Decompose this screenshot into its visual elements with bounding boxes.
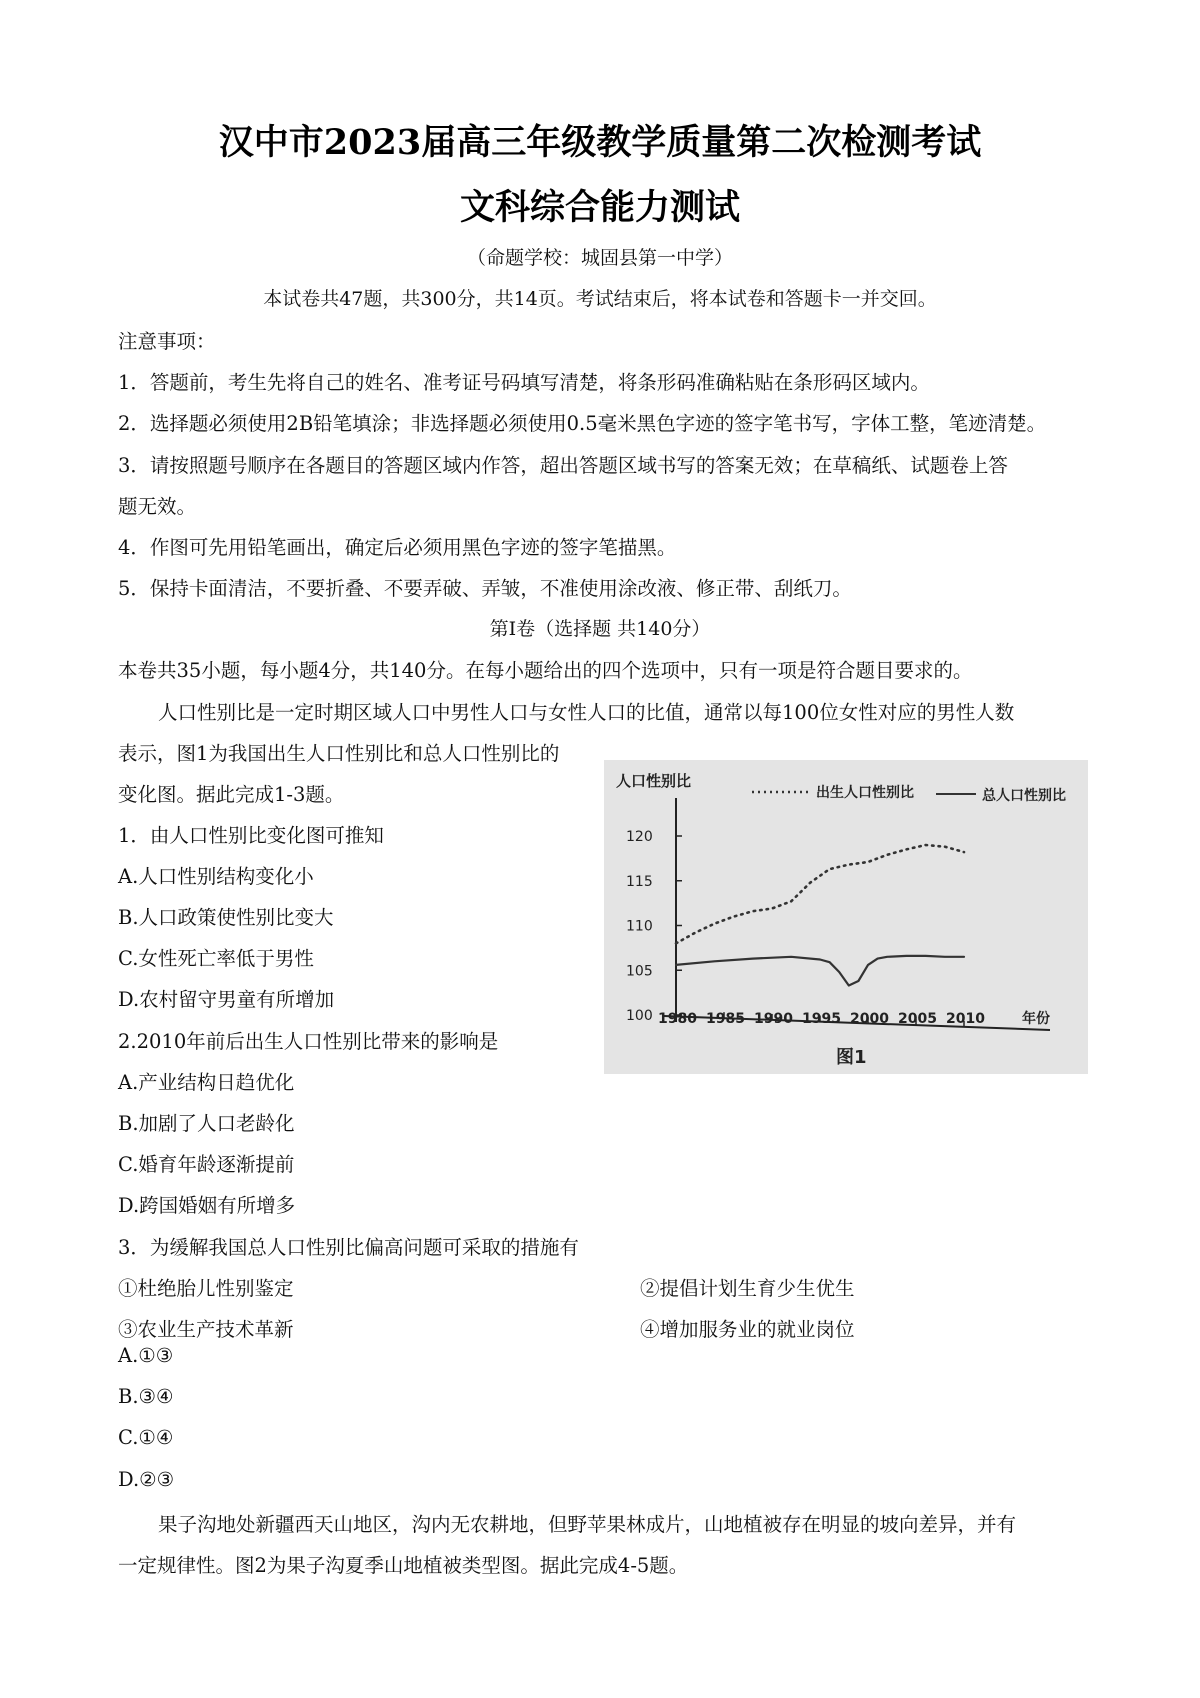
option: A.产业结构日趋优化 <box>118 1071 295 1094</box>
question-stem: 1．由人口性别比变化图可推知 <box>118 824 384 847</box>
legend-label-birth: 出生人口性别比 <box>816 785 914 801</box>
choice-item: ④增加服务业的就业岗位 <box>640 1318 855 1341</box>
passage-line: 表示，图1为我国出生人口性别比和总人口性别比的 <box>118 742 560 765</box>
exam-title: 汉中市2023届高三年级教学质量第二次检测考试 <box>218 122 982 163</box>
y-tick-label: 100 <box>626 1008 653 1024</box>
x-tick-label: 2000 <box>850 1011 889 1027</box>
option: B.③④ <box>118 1385 174 1408</box>
option: C.女性死亡率低于男性 <box>118 947 314 970</box>
x-tick-label: 1995 <box>802 1011 841 1027</box>
y-tick-label: 105 <box>626 963 653 980</box>
passage-line: 一定规律性。图2为果子沟夏季山地植被类型图。据此完成4-5题。 <box>118 1554 689 1577</box>
note-item: 1．答题前，考生先将自己的姓名、准考证号码填写清楚，将条形码准确粘贴在条形码区域内。 <box>118 371 930 394</box>
question-stem: 3．为缓解我国总人口性别比偏高问题可采取的措施有 <box>118 1236 579 1259</box>
note-item: 2．选择题必须使用2B铅笔填涂；非选择题必须使用0.5毫米黑色字迹的签字笔书写，字体工整，笔迹清楚。 <box>118 412 1047 435</box>
legend-label-total: 总人口性别比 <box>982 788 1066 804</box>
exam-summary: 本试卷共47题，共300分，共14页。考试结束后，将本试卷和答题卡一并交回。 <box>263 288 937 310</box>
passage-line: 果子沟地处新疆西天山地区，沟内无农耕地，但野苹果林成片，山地植被存在明显的坡向差异，并有 <box>158 1513 1017 1536</box>
note-item: 4．作图可先用铅笔画出，确定后必须用黑色字迹的签字笔描黑。 <box>118 536 677 559</box>
school-note: （命题学校：城固县第一中学） <box>466 247 733 269</box>
choice-item: ②提倡计划生育少生优生 <box>640 1277 855 1300</box>
option: D.②③ <box>118 1468 175 1491</box>
option: A.人口性别结构变化小 <box>118 865 314 888</box>
figure-caption: 图1 <box>836 1047 867 1068</box>
choice-item: ③农业生产技术革新 <box>118 1318 294 1341</box>
section-instruction: 本卷共35小题，每小题4分，共140分。在每小题给出的四个选项中，只有一项是符合题目要求的。 <box>118 659 973 682</box>
option: B.加剧了人口老龄化 <box>118 1112 295 1135</box>
choice-item: ①杜绝胎儿性别鉴定 <box>118 1277 294 1300</box>
question-stem: 2.2010年前后出生人口性别比带来的影响是 <box>118 1030 499 1053</box>
sex-ratio-chart <box>604 760 1088 1074</box>
x-tick-label: 2010 <box>946 1011 985 1027</box>
section-title: 第I卷（选择题 共140分） <box>489 618 711 640</box>
x-tick-label: 1980 <box>658 1011 697 1027</box>
option: D.农村留守男童有所增加 <box>118 988 335 1011</box>
exam-subtitle: 文科综合能力测试 <box>459 187 740 228</box>
note-item: 题无效。 <box>118 495 197 518</box>
x-tick-label: 1985 <box>706 1011 745 1027</box>
note-item: 3．请按照题号顺序在各题目的答题区域内作答，超出答题区域书写的答案无效；在草稿纸、试题卷上答 <box>118 454 1008 477</box>
note-item: 5．保持卡面清洁，不要折叠、不要弄破、弄皱，不准使用涂改液、修正带、刮纸刀。 <box>118 577 852 600</box>
x-axis-label: 年份 <box>1022 1011 1050 1027</box>
option: C.婚育年龄逐渐提前 <box>118 1153 295 1176</box>
passage-line: 变化图。据此完成1-3题。 <box>118 783 345 806</box>
passage-line: 人口性别比是一定时期区域人口中男性人口与女性人口的比值，通常以每100位女性对应的男性人数 <box>158 701 1015 724</box>
option: A.①③ <box>118 1344 174 1367</box>
option: D.跨国婚姻有所增多 <box>118 1194 296 1217</box>
y-tick-label: 110 <box>626 918 653 935</box>
option: B.人口政策使性别比变大 <box>118 906 334 929</box>
y-axis-label: 人口性别比 <box>616 772 692 790</box>
option: C.①④ <box>118 1426 174 1449</box>
y-tick-label: 115 <box>626 873 653 890</box>
figure-1 <box>604 760 1088 1074</box>
y-tick-label: 120 <box>626 829 653 845</box>
x-tick-label: 2005 <box>898 1011 937 1027</box>
notes-heading: 注意事项： <box>118 330 216 353</box>
x-tick-label: 1990 <box>754 1011 793 1027</box>
